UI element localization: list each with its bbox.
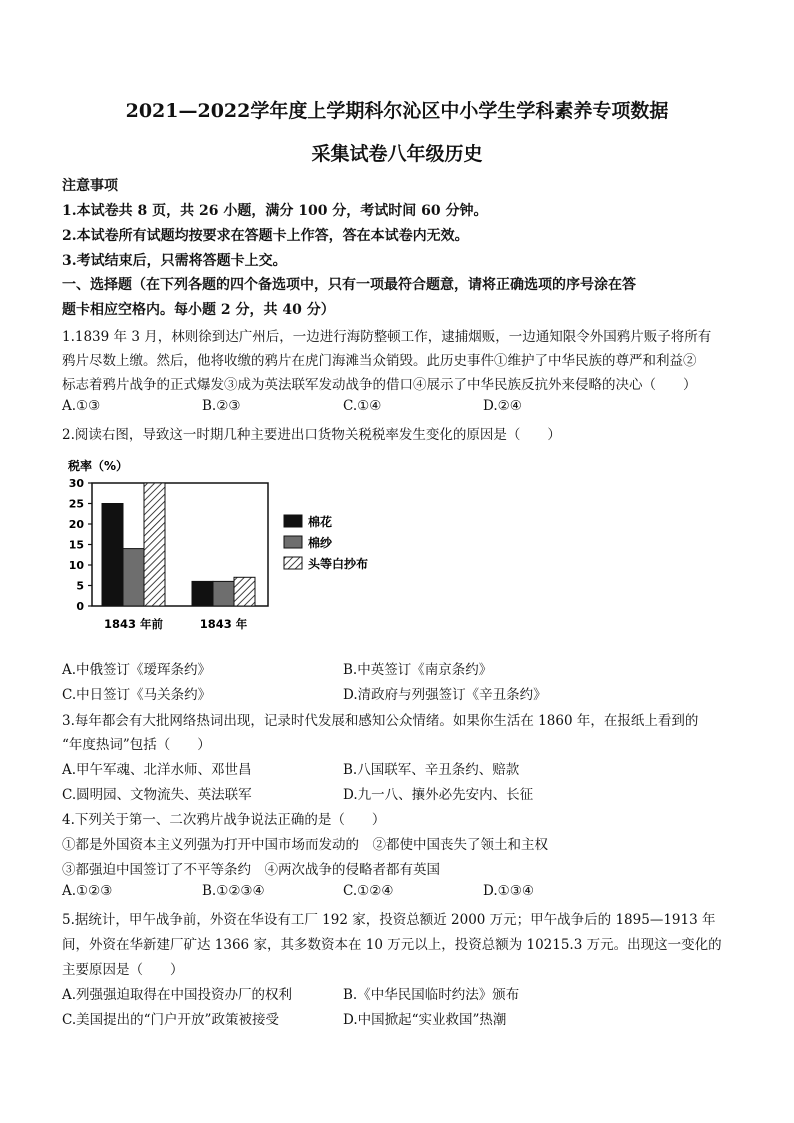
legend-swatch	[284, 557, 302, 569]
q1-option-a: A.①③	[62, 398, 101, 414]
q4-option-d: D.①③④	[483, 883, 534, 899]
q1-stem-line2: 鸦片尽数上缴。然后，他将收缴的鸦片在虎门海滩当众销毁。此历史事件①维护了中华民族的尊严和利益②	[62, 353, 697, 369]
y-tick-label: 10	[68, 559, 84, 572]
y-tick-label: 0	[76, 600, 84, 613]
notice-item-3: 3.考试结束后，只需将答题卡上交。	[62, 253, 287, 269]
q4-statements-1: ①都是外国资本主义列强为打开中国市场而发动的 ②都使中国丧失了领土和主权	[62, 837, 548, 853]
q2-stem: 2.阅读右图，导致这一时期几种主要进出口货物关税税率发生变化的原因是（ ）	[62, 427, 561, 443]
q2-option-b: B.中英签订《南京条约》	[343, 662, 493, 678]
notice-item-2: 2.本试卷所有试题均按要求在答题卡上作答，答在本试卷内无效。	[62, 228, 469, 244]
x-category-label: 1843 年前	[103, 617, 164, 631]
section-heading-line2: 题卡相应空格内。每小题 2 分，共 40 分）	[62, 302, 335, 318]
q1-option-c: C.①④	[343, 398, 382, 414]
bar-2-1	[123, 549, 144, 606]
q5-option-d: D.中国掀起“实业救国”热潮	[343, 1012, 507, 1028]
q3-option-d: D.九一八、攘外必先安内、长征	[343, 787, 534, 803]
exam-title-line1: 2021—2022学年度上学期科尔沁区中小学生学科素养专项数据	[125, 100, 669, 122]
bar-2-2	[213, 581, 234, 606]
q3-option-b: B.八国联军、辛丑条约、赔款	[343, 762, 520, 778]
y-tick-label: 20	[68, 518, 84, 531]
exam-title-line2: 采集试卷八年级历史	[311, 143, 483, 165]
legend-swatch	[284, 515, 302, 527]
y-tick-label: 5	[76, 579, 84, 593]
q3-stem-line2: “年度热词”包括（ ）	[62, 737, 211, 753]
q3-stem-line1: 3.每年都会有大批网络热词出现，记录时代发展和感知公众情绪。如果你生活在 1860 年，在报纸上看到的	[62, 713, 699, 729]
q5-stem-line3: 主要原因是（ ）	[62, 962, 184, 978]
x-category-label: 1843 年	[199, 617, 248, 631]
q4-statements-2: ③都强迫中国签订了不平等条约 ④两次战争的侵略者都有英国	[62, 862, 440, 878]
notice-heading: 注意事项	[62, 178, 118, 194]
q5-stem-line2: 间，外资在华新建厂矿达 1366 家，其多数资本在 10 万元以上，投资总额为 10215.3 万元。出现这一变化的	[62, 937, 722, 953]
q5-stem-line1: 5.据统计，甲午战争前，外资在华设有工厂 192 家，投资总额近 2000 万元；甲午战争后的 1895—1913 年	[62, 912, 716, 928]
q5-option-c: C.美国提出的“门户开放”政策被接受	[62, 1012, 279, 1028]
q4-option-a: A.①②③	[62, 883, 113, 899]
legend-label: 棉花	[308, 515, 333, 529]
q2-option-d: D.清政府与列强签订《辛丑条约》	[343, 687, 547, 703]
q1-option-b: B.②③	[202, 398, 241, 414]
q2-option-a: A.中俄签订《瑷珲条约》	[62, 662, 212, 678]
q4-stem: 4.下列关于第一、二次鸦片战争说法正确的是（ ）	[62, 812, 386, 828]
bar-1-2	[192, 581, 213, 606]
legend-label: 头等白抄布	[308, 557, 369, 571]
legend-label: 棉纱	[308, 536, 333, 550]
bar-1-1	[102, 504, 123, 607]
q5-option-b: B.《中华民国临时约法》颁布	[343, 987, 520, 1003]
y-tick-label: 30	[68, 477, 84, 490]
q3-option-a: A.甲午军魂、北洋水师、邓世昌	[62, 762, 252, 778]
y-tick-label: 25	[68, 497, 84, 511]
q1-stem-line1: 1.1839 年 3 月，林则徐到达广州后，一边进行海防整顿工作，逮捕烟贩，一边通知限令外国鸦片贩子将所有	[62, 329, 712, 345]
y-tick-label: 15	[68, 538, 84, 552]
legend-swatch	[284, 536, 302, 548]
q4-option-b: B.①②③④	[202, 883, 265, 899]
q1-stem-line3: 标志着鸦片战争的正式爆发③成为英法联军发动战争的借口④展示了中华民族反抗外来侵略的决心（ ）	[62, 377, 697, 393]
bar-3-2	[234, 577, 255, 606]
bar-3-1	[144, 483, 165, 606]
q5-option-a: A.列强强迫取得在中国投资办厂的权利	[62, 987, 293, 1003]
notice-item-1: 1.本试卷共 8 页，共 26 小题，满分 100 分，考试时间 60 分钟。	[62, 203, 488, 219]
q1-option-d: D.②④	[483, 398, 522, 414]
chart-ylabel: 税率（%）	[68, 459, 129, 473]
tariff-bar-chart	[62, 455, 392, 640]
section-heading-line1: 一、选择题（在下列各题的四个备选项中，只有一项最符合题意，请将正确选项的序号涂在答	[62, 277, 636, 293]
q2-option-c: C.中日签订《马关条约》	[62, 687, 212, 703]
q4-option-c: C.①②④	[343, 883, 394, 899]
q3-option-c: C.圆明园、文物流失、英法联军	[62, 787, 252, 803]
